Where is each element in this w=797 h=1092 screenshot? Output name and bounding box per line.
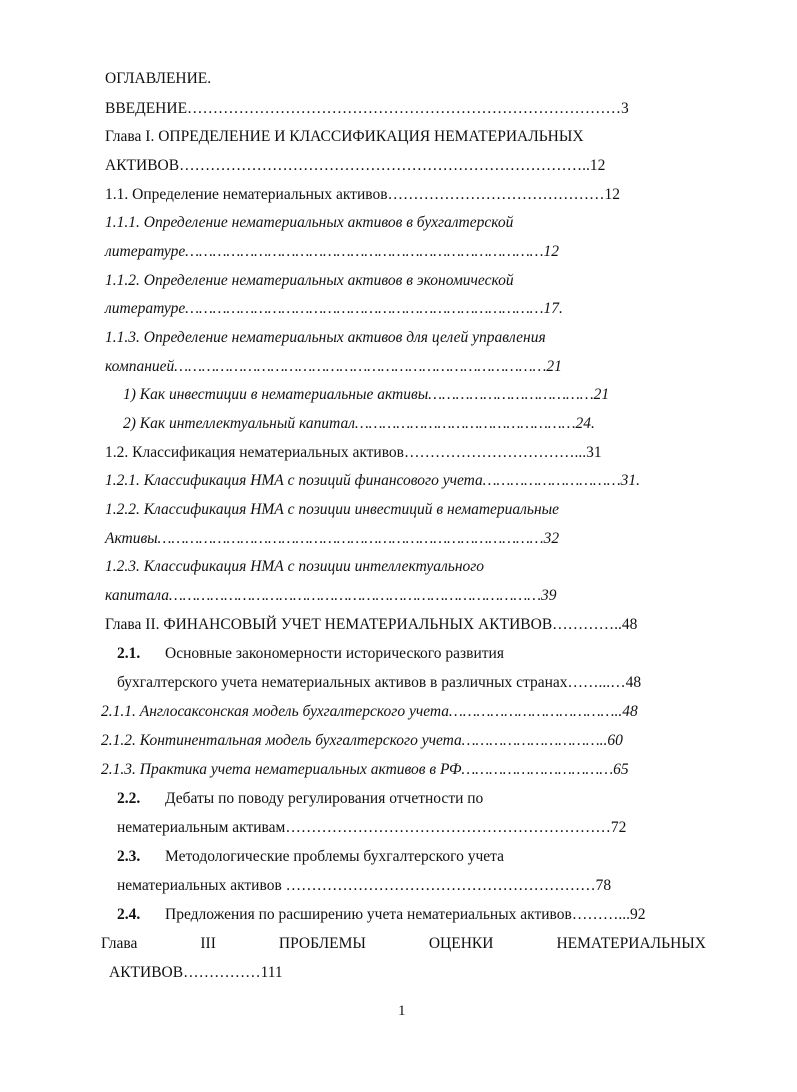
toc-entry-2-3-number: 2.3. [117,848,141,865]
toc-entry-chapter-3-cont: АКТИВОВ……………111 [109,964,283,981]
toc-entry-1-1-2: 1.1.2. Определение нематериальных активов в экономической [105,272,514,289]
toc-entry-1-2-2-cont: Активы…………………………………………………………………………32 [105,530,560,547]
toc-entry-2-2: Дебаты по поводу регулирования отчетности по [165,790,484,807]
toc-entry-2-1-3: 2.1.3. Практика учета нематериальных активов в РФ……………………………65 [101,761,629,778]
toc-entry-1-2-1: 1.2.1. Классификация НМА с позиций финансового учета…………………………31. [105,472,640,489]
toc-entry-1-1-3-item-2: 2) Как интеллектуальный капитал…………………………………………24. [123,415,595,432]
toc-entry-1-1-1: 1.1.1. Определение нематериальных активов в бухгалтерской [105,214,514,231]
toc-entry-2-2-number: 2.2. [117,790,141,807]
toc-entry-2-1-cont: бухгалтерского учета нематериальных активов в различных странах……...…48 [117,674,642,691]
toc-entry-2-1-1: 2.1.1. Англосаксонская модель бухгалтерского учета………………………………..48 [101,703,638,720]
chapter-3-word-4: ОЦЕНКИ [428,935,494,952]
toc-entry-2-1-2: 2.1.2. Континентальная модель бухгалтерского учета…………………………..60 [101,732,623,749]
toc-entry-2-1: Основные закономерности исторического развития [165,645,504,662]
toc-entry-2-4-number: 2.4. [117,906,141,923]
toc-entry-2-4: Предложения по расширению учета нематериальных активов………...92 [165,906,646,923]
toc-entry-1-1-1-cont: литературе……………………………………………………………………12 [105,243,560,260]
page-title: ОГЛАВЛЕНИЕ. [105,70,212,87]
toc-entry-1-2-2: 1.2.2. Классификация НМА с позиции инвестиций в нематериальные [105,501,560,518]
chapter-3-word-3: ПРОБЛЕМЫ [278,935,366,952]
toc-entry-1-1: 1.1. Определение нематериальных активов……………………………………12 [105,186,621,203]
toc-entry-2-3-cont: нематериальных активов ……………………………………………………78 [117,877,612,894]
toc-entry-1-1-3-item-1: 1) Как инвестиции в нематериальные активы………………………………21 [123,386,610,403]
toc-entry-chapter-3 [101,935,706,953]
toc-entry-chapter-2: Глава II. ФИНАНСОВЫЙ УЧЕТ НЕМАТЕРИАЛЬНЫХ АКТИВОВ…………..48 [105,616,638,633]
chapter-3-word-5: НЕМАТЕРИАЛЬНЫХ [556,935,706,952]
toc-entry-chapter-1: Глава I. ОПРЕДЕЛЕНИЕ И КЛАССИФИКАЦИЯ НЕМАТЕРИАЛЬНЫХ [105,128,584,145]
toc-entry-introduction: ВВЕДЕНИЕ…………………………………………………………………………3 [105,100,629,117]
toc-entry-2-1-number: 2.1. [117,645,141,662]
toc-entry-1-1-3-cont: компанией………………………………………………………………………21 [105,358,562,375]
toc-entry-1-2-3-cont: капитала………………………………………………………………………39 [105,587,557,604]
toc-entry-1-1-2-cont: литературе……………………………………………………………………17. [105,300,563,317]
toc-entry-2-3: Методологические проблемы бухгалтерского учета [165,848,504,865]
toc-entry-1-2: 1.2. Классификация нематериальных активов……………………………...31 [105,444,602,461]
toc-entry-1-2-3: 1.2.3. Классификация НМА с позиции интеллектуального [105,558,485,575]
toc-entry-1-1-3: 1.1.3. Определение нематериальных активов для целей управления [105,329,546,346]
page-number: 1 [398,1003,406,1019]
toc-entry-chapter-1-cont: АКТИВОВ……………………………………………………………………..12 [105,157,606,174]
chapter-3-word-1: Глава [101,935,138,952]
chapter-3-word-2: III [200,935,216,952]
toc-entry-2-2-cont: нематериальным активам………………………………………………………72 [117,819,627,836]
